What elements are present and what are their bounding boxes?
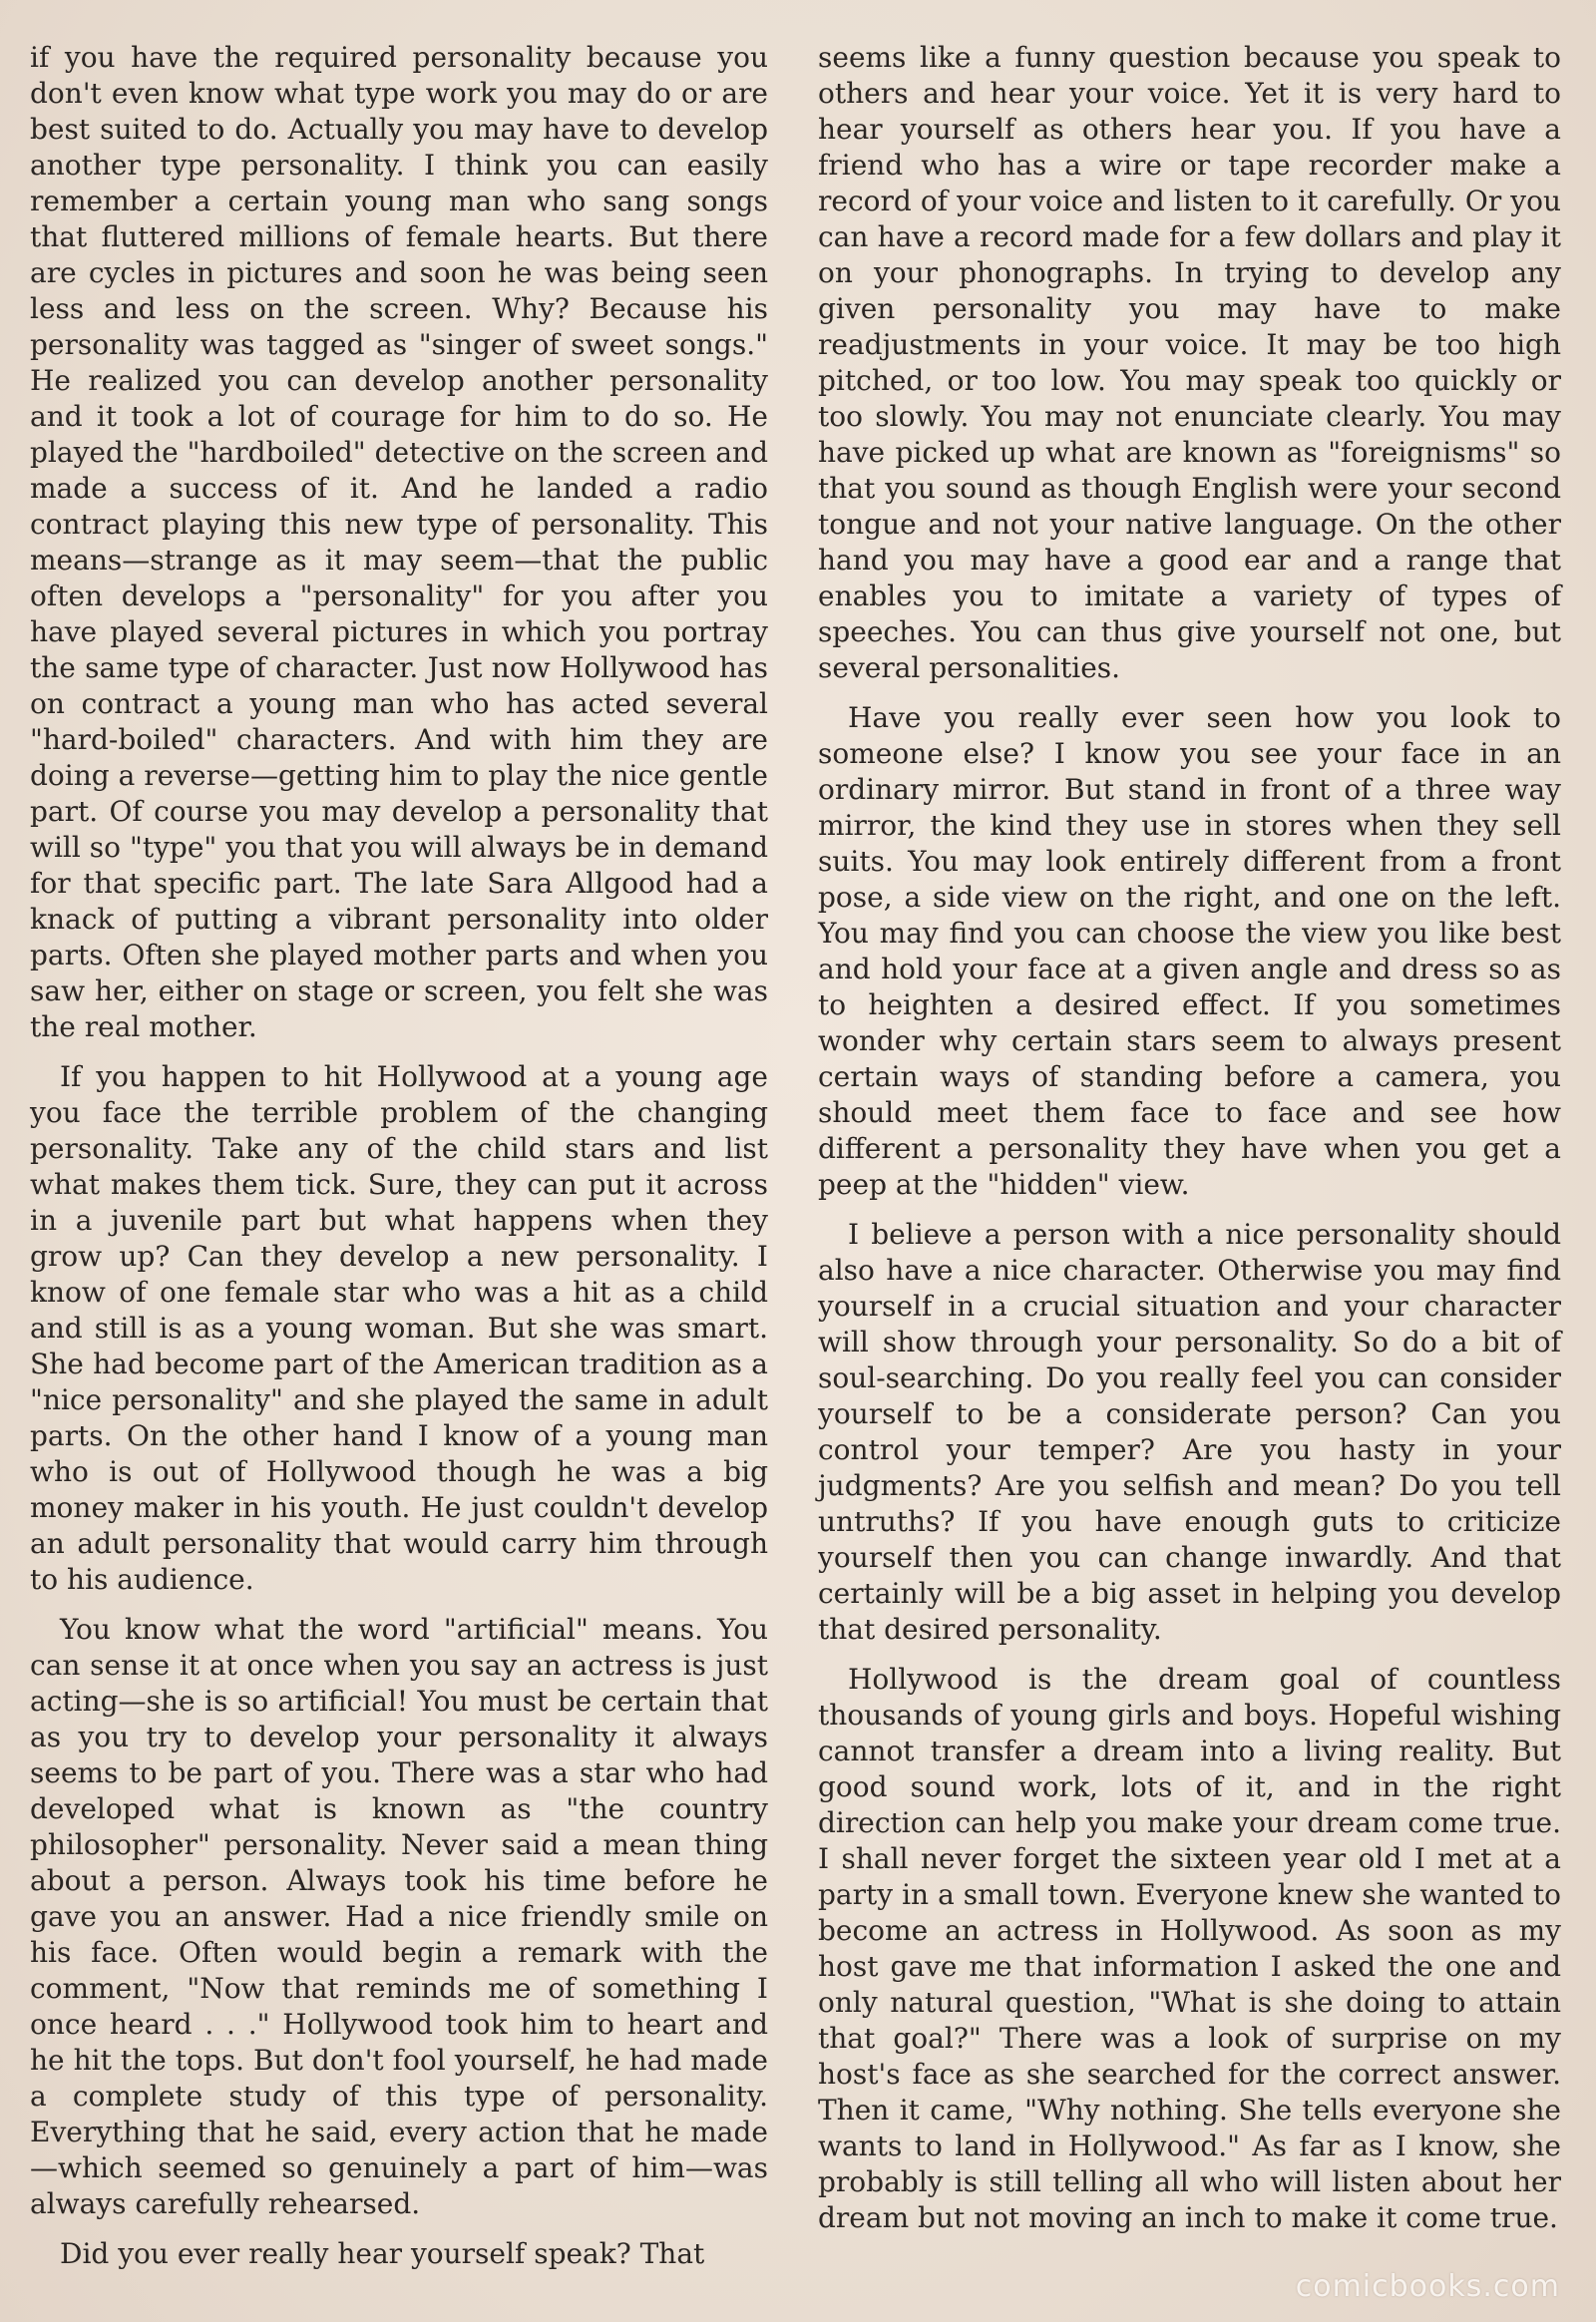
paragraph: Hollywood is the dream goal of countless thousands of young girls and boys. Hopeful wishing cannot transfer a dream into a living reality. But good sound work, lots of it, and in the right direction can help you make your dream come true. I shall never forget the sixteen year old I met at a party in a small town. Everyone knew she wanted to become an actress in Hollywood. As soon as my host gave me that information I asked the one and only natural question, "What is she doing to attain that goal?" There was a look of surprise on my host's face as she searched for the correct answer. Then it came, "Why nothing. She tells everyone she wants to land in Hollywood." As far as I know, she probably is still telling all who will listen about her dream but not moving an inch to make it come true.	[818, 1663, 1561, 2234]
left-text-column	[30, 40, 768, 2286]
paragraph: You know what the word "artificial" means. You can sense it at once when you say an actress is just acting—she is so artificial! You must be certain that as you try to develop your personality it always seems to be part of you. There was a star who had developed what is known as "the country philosopher" personality. Never said a mean thing about a person. Always took his time before he gave you an answer. Had a nice friendly smile on his face. Often would begin a remark with the comment, "Now that reminds me of something I once heard . . ." Hollywood took him to heart and he hit the tops. But don't fool yourself, he had made a complete study of this type of personality. Everything that he said, every action that he made—which seemed so genuinely a part of him—was always carefully rehearsed.	[30, 1613, 768, 2220]
paragraph: if you have the required personality because you don't even know what type work you may do or are best suited to do. Actually you may have to develop another type personality. I think you can easily remember a certain young man who sang songs that fluttered millions of female hearts. But there are cycles in pictures and soon he was being seen less and less on the screen. Why? Because his personality was tagged as "singer of sweet songs." He realized you can develop another personality and it took a lot of courage for him to do so. He played the "hardboiled" detective on the screen and made a success of it. And he landed a radio contract playing this new type of personality. This means—strange as it may seem—that the public often develops a "personality" for you after you have played several pictures in which you portray the same type of character. Just now Hollywood has on contract a young man who has acted several "hard-boiled" characters. And with him they are doing a reverse—getting him to play the nice gentle part. Of course you may develop a personality that will so "type" you that you will always be in demand for that specific part. The late Sara Allgood had a knack of putting a vibrant personality into older parts. Often she played mother parts and when you saw her, either on stage or screen, you felt she was the real mother.	[30, 41, 768, 1043]
watermark: comicbooks.com	[1295, 2269, 1560, 2304]
paragraph: Did you ever really hear yourself speak? That	[60, 2237, 705, 2270]
right-text-column	[818, 40, 1561, 2250]
paragraph: Have you really ever seen how you look to someone else? I know you see your face in an ordinary mirror. But stand in front of a three way mirror, the kind they use in stores when they sell suits. You may look entirely different from a front pose, a side view on the right, and one on the left. You may find you can choose the view you like best and hold your face at a given angle and dress so as to heighten a desired effect. If you sometimes wonder why certain stars seem to always present certain ways of standing before a camera, you should meet them face to face and see how different a personality they have when you get a peep at the "hidden" view.	[818, 701, 1561, 1201]
paragraph: If you happen to hit Hollywood at a young age you face the terrible problem of the changing personality. Take any of the child stars and list what makes them tick. Sure, they can put it across in a juvenile part but what happens when they grow up? Can they develop a new personality. I know of one female star who was a hit as a child and still is as a young woman. But she was smart. She had become part of the American tradition as a "nice personality" and she played the same in adult parts. On the other hand I know of a young man who is out of Hollywood though he was a big money maker in his youth. He just couldn't develop an adult personality that would carry him through to his audience.	[30, 1060, 768, 1596]
paragraph: seems like a funny question because you speak to others and hear your voice. Yet it is very hard to hear yourself as others hear you. If you have a friend who has a wire or tape recorder make a record of your voice and listen to it carefully. Or you can have a record made for a few dollars and play it on your phonographs. In trying to develop any given personality you may have to make readjustments in your voice. It may be too high pitched, or too low. You may speak too quickly or too slowly. You may not enunciate clearly. You may have picked up what are known as "foreignisms" so that you sound as though English were your second tongue and not your native language. On the other hand you may have a good ear and a range that enables you to imitate a variety of types of speeches. You can thus give yourself not one, but several personalities.	[818, 41, 1561, 684]
paragraph: I believe a person with a nice personality should also have a nice character. Otherwise you may find yourself in a crucial situation and your character will show through your personality. So do a bit of soul-searching. Do you really feel you can consider yourself to be a considerate person? Can you control your temper? Are you hasty in your judgments? Are you selfish and mean? Do you tell untruths? If you have enough guts to criticize yourself then you can change inwardly. And that certainly will be a big asset in helping you develop that desired personality.	[818, 1218, 1561, 1646]
